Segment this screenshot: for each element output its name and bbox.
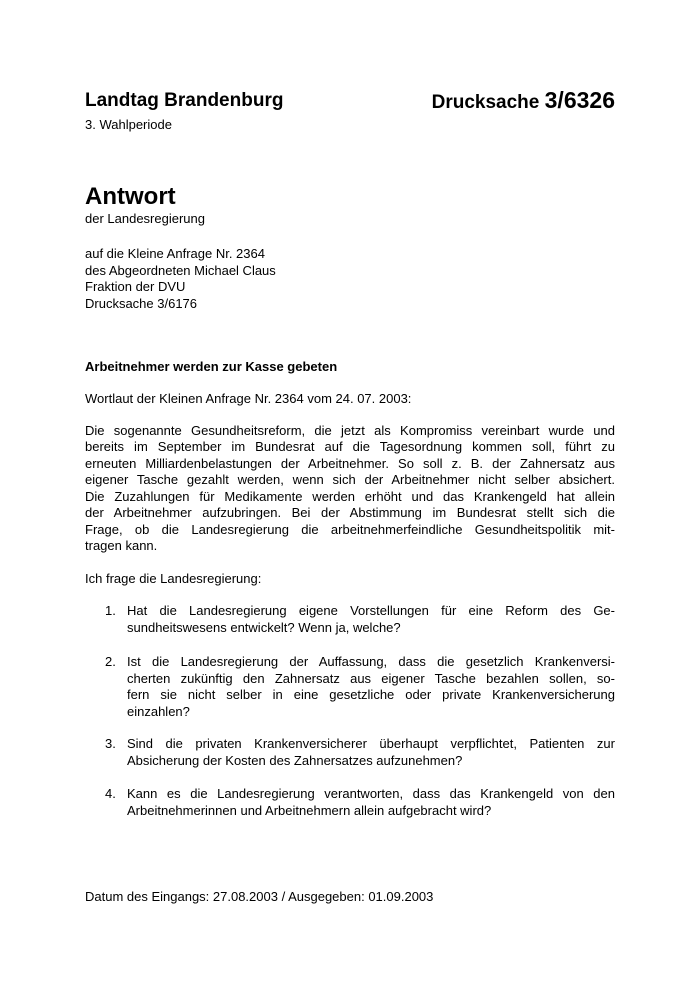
question-text (127, 654, 615, 720)
body-line: Die Zuzahlungen für Medikamente werden erhöht und das Krankengeld hat allein (85, 488, 615, 504)
question-line: cherten zukünftig den Zahnersatz aus eigener Tasche bezahlen sollen, so- (127, 670, 615, 686)
question-text (127, 603, 615, 636)
question-item (105, 786, 615, 819)
inquiry-reference (85, 246, 276, 312)
question-line: Hat die Landesregierung eigene Vorstellungen für eine Reform des Ge- (127, 603, 615, 618)
question-number: 3. (105, 736, 116, 751)
document-subtitle: der Landesregierung (85, 211, 205, 226)
question-number: 1. (105, 603, 116, 618)
body-line: der Arbeitnehmer aufzubringen. Bei der Abstimmung im Bundesrat stellt sich die (85, 505, 615, 521)
question-line: sundheitswesens entwickelt? Wenn ja, welche? (127, 619, 401, 635)
reference-line: des Abgeordneten Michael Claus (85, 262, 276, 278)
parliament-name: Landtag Brandenburg (85, 90, 284, 111)
question-item (105, 654, 615, 720)
body-line: eigener Tasche gezahlt werden, wenn sich der Arbeitnehmer nicht selber absichert. (85, 472, 615, 488)
body-line: Frage, ob die Landesregierung die arbeitnehmerfeindliche Gesundheitspolitik mit- (85, 521, 615, 537)
question-number: 2. (105, 654, 116, 669)
document-number: 3/6326 (544, 87, 615, 113)
question-number: 4. (105, 786, 116, 801)
document-title: Antwort (85, 183, 176, 210)
question-line: einzahlen? (127, 703, 190, 719)
inquiry-body (85, 423, 615, 555)
question-line: Ist die Landesregierung der Auffassung, dass die gesetzlich Krankenversi- (127, 654, 615, 669)
question-intro: Ich frage die Landesregierung: (85, 571, 262, 586)
legislative-period: 3. Wahlperiode (85, 117, 172, 132)
document-number-heading (410, 88, 615, 115)
question-line: Arbeitnehmerinnen und Arbeitnehmern allein aufgebracht wird? (127, 802, 492, 818)
body-line: Die sogenannte Gesundheitsreform, die jetzt als Kompromiss vereinbart wurde und (85, 423, 615, 438)
reference-line: auf die Kleine Anfrage Nr. 2364 (85, 246, 265, 261)
question-line: Sind die privaten Krankenversicherer überhaupt verpflichtet, Patienten zur (127, 736, 615, 751)
inquiry-wording-intro: Wortlaut der Kleinen Anfrage Nr. 2364 vom 24. 07. 2003: (85, 391, 412, 406)
question-item (105, 603, 615, 636)
question-line: Kann es die Landesregierung verantworten, dass das Krankengeld von den (127, 786, 615, 801)
inquiry-topic: Arbeitnehmer werden zur Kasse gebeten (85, 359, 338, 374)
receipt-date-footer: Datum des Eingangs: 27.08.2003 / Ausgegeben: 01.09.2003 (85, 889, 434, 904)
reference-line: Fraktion der DVU (85, 279, 186, 294)
question-item (105, 736, 615, 769)
body-line: tragen kann. (85, 538, 158, 554)
body-line: erneuten Milliardenbelastungen der Arbeitnehmer. So soll z. B. der Zahnersatz aus (85, 455, 615, 471)
question-line: fern sie nicht selber in eine gesetzliche oder private Krankenversicherung (127, 687, 615, 702)
question-text (127, 786, 615, 819)
question-line: Absicherung der Kosten des Zahnersatzes aufzunehmen? (127, 752, 463, 768)
reference-line: Drucksache 3/6176 (85, 295, 198, 311)
question-text (127, 736, 615, 769)
body-line: bereits im September im Bundesrat auf die Tagesordnung kommen soll, führt zu (85, 439, 615, 455)
document-label: Drucksache (431, 92, 540, 113)
